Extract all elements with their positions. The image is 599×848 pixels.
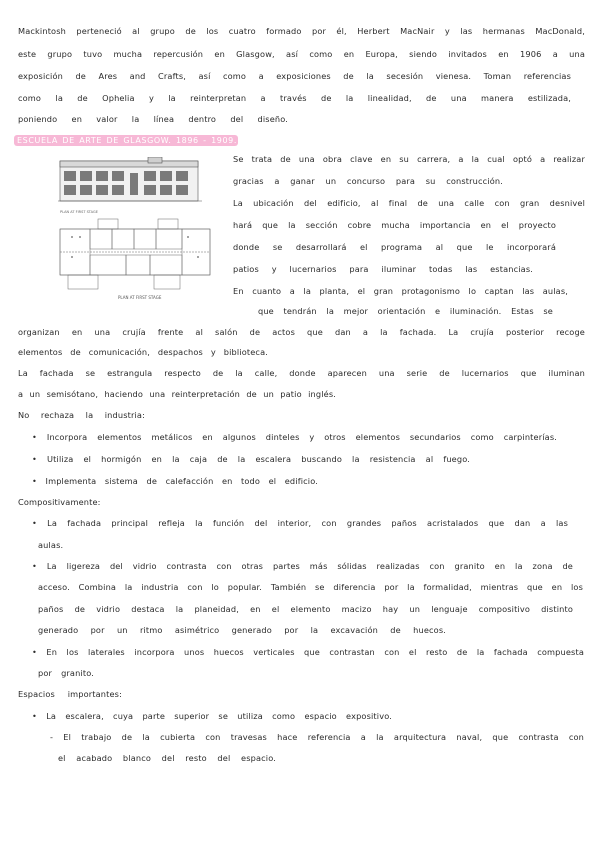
intro-line: este grupo tuvo mucha repercusión en Glasgow, así como en Europa, siendo invitados en 1906 a una bbox=[18, 49, 585, 59]
side-line: patios y lucernarios para iluminar todas las estancias. bbox=[233, 264, 533, 274]
compositive-label: Compositivamente: bbox=[18, 497, 101, 507]
intro-line: Mackintosh perteneció al grupo de los cuatro formado por él, Herbert MacNair y las hermanas MacDonald, bbox=[18, 26, 585, 36]
elevation-drawing bbox=[58, 157, 202, 201]
side-line: gracias a ganar un concurso para su construcción. bbox=[233, 176, 503, 186]
industry-bullet: • Utiliza el hormigón en la caja de la escalera buscando la resistencia al fuego. bbox=[32, 454, 470, 464]
side-line: La ubicación del edificio, al final de una calle con gran desnivel bbox=[233, 198, 585, 208]
industry-bullet: • Incorpora elementos metálicos en algunos dinteles y otros elementos secundarios como carpinterías. bbox=[32, 432, 557, 442]
compositive-line: generado por un ritmo asimétrico generado por la excavación de huecos. bbox=[38, 625, 446, 635]
compositive-line: paños de vidrio destaca la planeidad, en el elemento macizo hay un lenguaje compositivo distinto bbox=[38, 604, 573, 614]
body-line: No rechaza la industria: bbox=[18, 410, 145, 420]
building-drawing bbox=[58, 157, 228, 302]
figure-caption: PLAN AT FIRST STAGE bbox=[118, 295, 162, 300]
body-line: organizan en una crujía frente al salón de actos que dan a la fachada. La crujía posterior recoge bbox=[18, 327, 585, 337]
body-line: a un semisótano, haciendo una reinterpretación de un patio inglés. bbox=[18, 389, 336, 399]
compositive-line: aulas. bbox=[38, 540, 64, 550]
body-line: La fachada se estrangula respecto de la calle, donde aparecen una serie de lucernarios que iluminan bbox=[18, 368, 585, 378]
side-line: hará que la sección cobre mucha importancia en el proyecto bbox=[233, 220, 556, 230]
spaces-line: • La escalera, cuya parte superior se utiliza como espacio expositivo. bbox=[32, 711, 392, 721]
side-line: En cuanto a la planta, el gran protagonismo lo captan las aulas, bbox=[233, 286, 568, 296]
intro-line: poniendo en valor la línea dentro del diseño. bbox=[18, 114, 288, 124]
compositive-line: acceso. Combina la industria con lo popular. También se diferencia por la formalidad, mientras que en los bbox=[38, 582, 583, 592]
plan-drawing bbox=[60, 210, 210, 289]
compositive-line: • La fachada principal refleja la función del interior, con grandes paños acristalados que dan a las bbox=[32, 518, 568, 528]
compositive-line: por granito. bbox=[38, 668, 94, 678]
spaces-line: - El trabajo de la cubierta con travesas hace referencia a la arquitectura naval, que contrasta con bbox=[50, 732, 584, 742]
side-line: donde se desarrollará el programa al que le incorporará bbox=[233, 242, 556, 252]
compositive-line: • En los laterales incorpora unos huecos verticales que contrastan con el resto de la fachada compuesta bbox=[32, 647, 584, 657]
intro-line: como la de Ophelia y la reinterpretan a través de la linealidad, de una manera estilizada, bbox=[18, 93, 571, 103]
side-line: que tendrán la mejor orientación e iluminación. Estas se bbox=[258, 306, 553, 316]
compositive-line: • La ligereza del vidrio contrasta con otras partes más sólidas realizadas con granito en la zona de bbox=[32, 561, 573, 571]
section-heading: ESCUELA DE ARTE DE GLASGOW. 1896 - 1909. bbox=[17, 136, 237, 145]
body-line: elementos de comunicación, despachos y biblioteca. bbox=[18, 347, 268, 357]
side-line: Se trata de una obra clave en su carrera, a la cual optó a realizar bbox=[233, 154, 585, 164]
spaces-label: Espacios importantes: bbox=[18, 689, 122, 699]
spaces-line: el acabado blanco del resto del espacio. bbox=[58, 753, 276, 763]
svg-text:PLAN AT FIRST STAGE: PLAN AT FIRST STAGE bbox=[60, 210, 98, 214]
industry-bullet: • Implementa sistema de calefacción en todo el edificio. bbox=[32, 476, 318, 486]
intro-line: exposición de Ares and Crafts, así como a exposiciones de la secesión vienesa. Toman referencias bbox=[18, 71, 571, 81]
